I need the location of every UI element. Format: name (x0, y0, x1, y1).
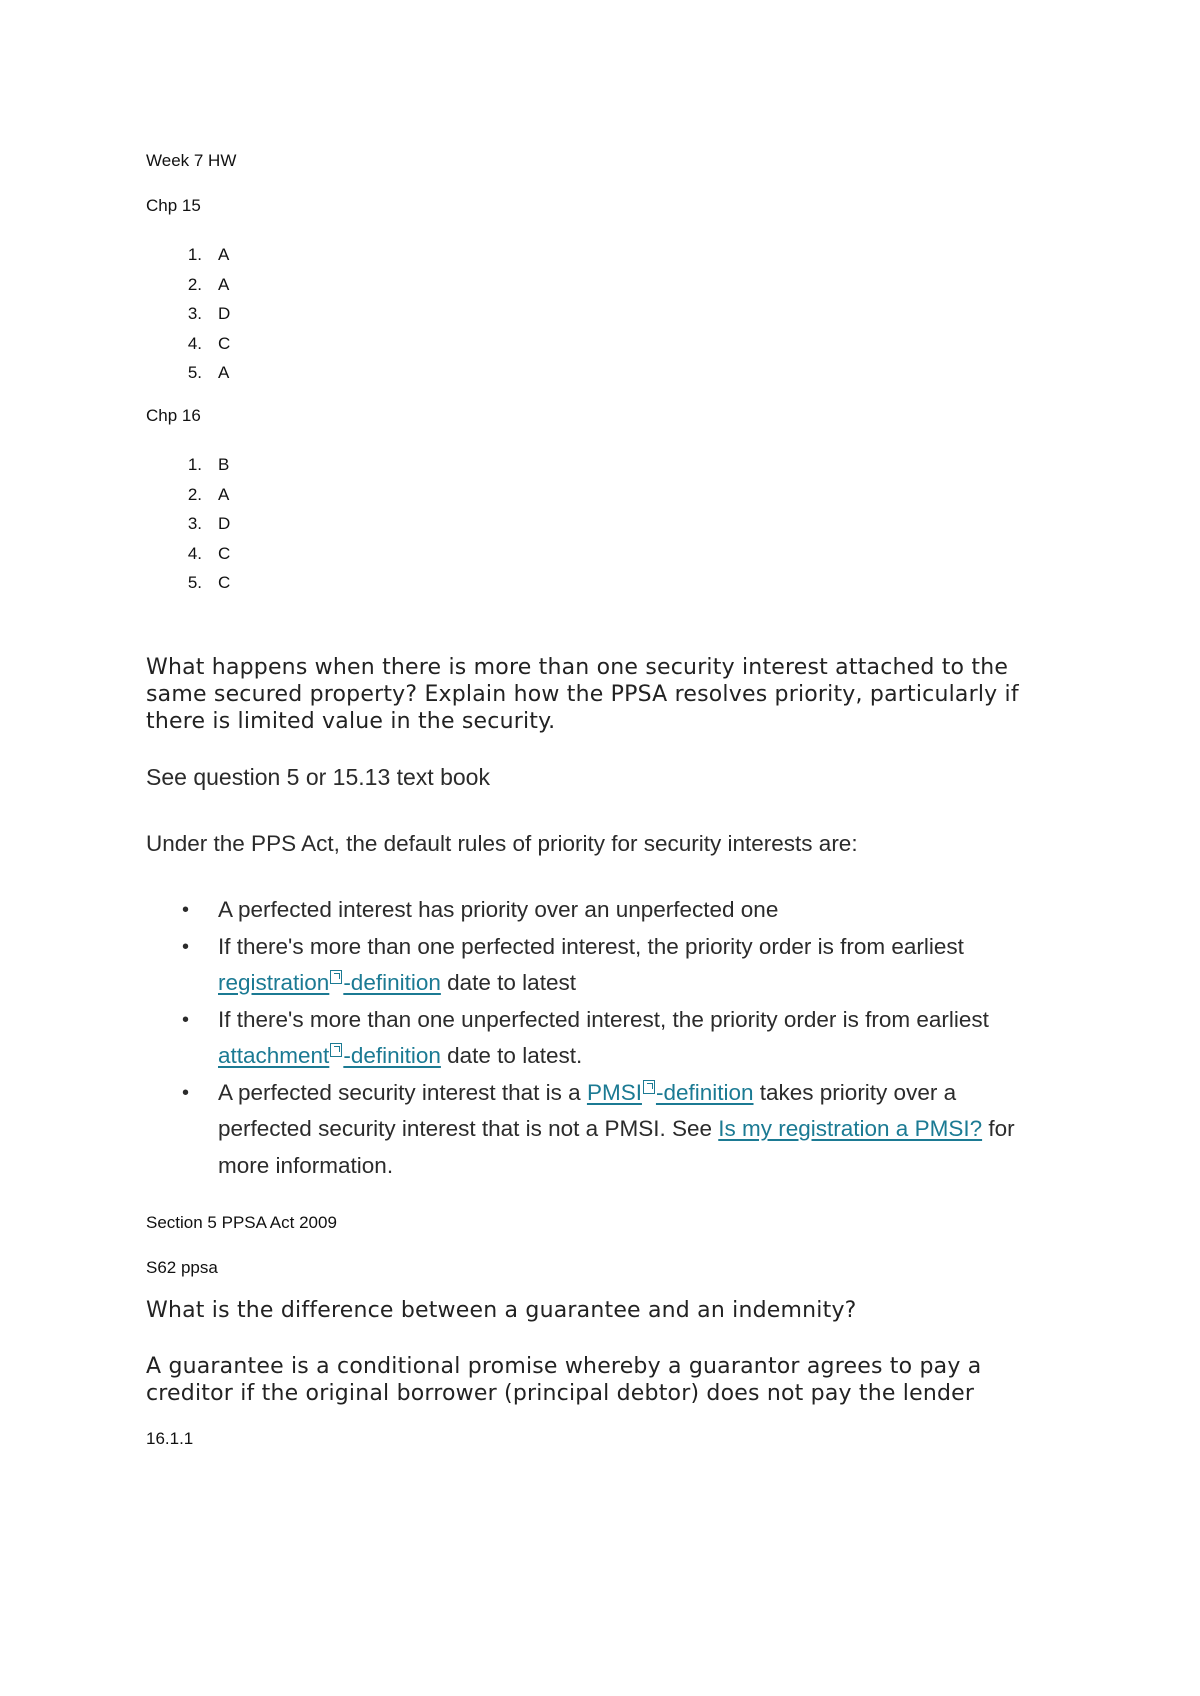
external-link-icon (330, 970, 342, 984)
external-link-icon (643, 1080, 655, 1094)
bullet-icon: • (182, 899, 190, 921)
bullet-icon: • (182, 1008, 190, 1031)
s62-note: S62 ppsa (146, 1258, 218, 1277)
attachment-definition-link[interactable]: attachment -definition (218, 1043, 441, 1068)
list-item: • If there's more than one perfected interest, the priority order is from earliest registration -definition date to latest (146, 929, 1046, 1002)
bullet-icon: • (182, 935, 190, 958)
section-note: Section 5 PPSA Act 2009 (146, 1213, 337, 1232)
priority-rules-list (146, 892, 1046, 1184)
textbook-reference: 16.1.1 (146, 1429, 194, 1448)
question-priority: What happens when there is more than one security interest attached to the same secured property? Explain how the PPSA resolves priority, particularly if there is limited value in the security. (146, 655, 1019, 734)
external-link-icon (330, 1043, 342, 1057)
chp16-heading: Chp 16 (146, 406, 201, 425)
page-title: Week 7 HW (146, 151, 237, 170)
pmsi-registration-link[interactable]: Is my registration a PMSI? (718, 1116, 983, 1141)
chp15-heading: Chp 15 (146, 196, 201, 215)
list-item: • If there's more than one unperfected interest, the priority order is from earliest attachment -definition date to latest. (146, 1002, 1046, 1075)
registration-definition-link[interactable]: registration -definition (218, 970, 441, 995)
question-reference: See question 5 or 15.13 text book (146, 764, 490, 790)
list-item: • A perfected interest has priority over an unperfected one (146, 892, 1046, 929)
guarantee-answer: A guarantee is a conditional promise whereby a guarantor agrees to pay a creditor if the original borrower (principal debtor) does not pay the lender (146, 1354, 982, 1406)
bullet-icon: • (182, 1081, 190, 1104)
pmsi-definition-link[interactable]: PMSI -definition (586, 1079, 754, 1105)
rules-intro: Under the PPS Act, the default rules of priority for security interests are: (146, 831, 858, 856)
question-guarantee: What is the difference between a guarantee and an indemnity? (146, 1298, 857, 1323)
list-item: • A perfected security interest that is a PMSI -definition takes priority over a perfected security interest that is not a PMSI. See Is my registration a PMSI? for more information. (146, 1075, 1046, 1185)
